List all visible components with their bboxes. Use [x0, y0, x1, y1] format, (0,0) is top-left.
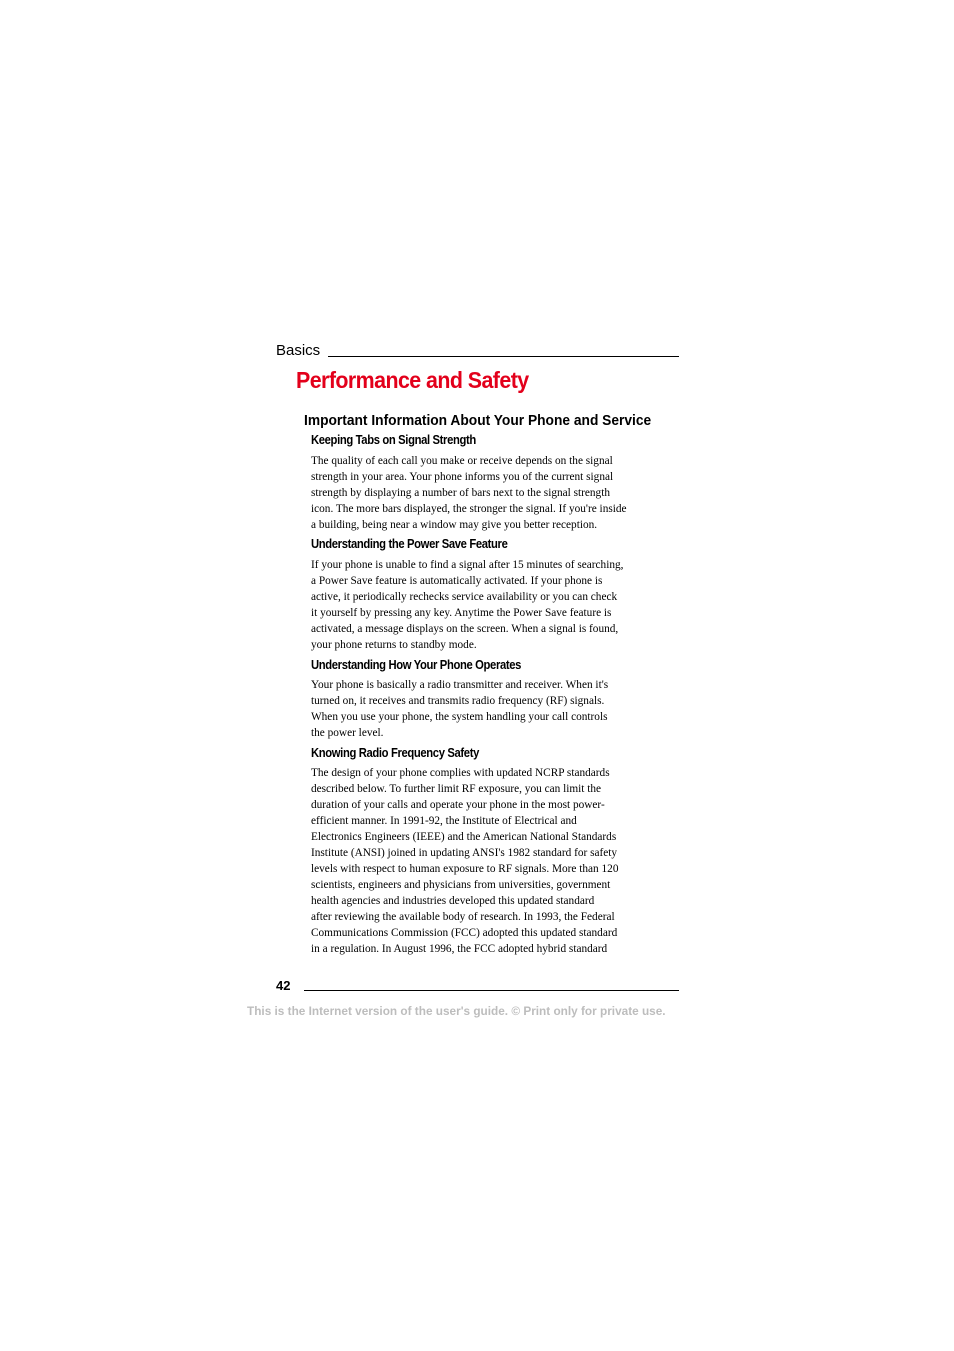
section-heading: Important Information About Your Phone and Service: [304, 413, 652, 429]
text-line: When you use your phone, the system handling your call controls: [311, 711, 608, 723]
text-line: health agencies and industries developed this updated standard: [311, 895, 595, 907]
text-line: If your phone is unable to find a signal after 15 minutes of searching,: [311, 559, 624, 571]
text-line: active, it periodically rechecks service availability or you can check: [311, 591, 618, 603]
text-line: turned on, it receives and transmits radio frequency (RF) signals.: [311, 695, 605, 707]
paragraph-signal-strength: [311, 453, 671, 533]
text-line: duration of your calls and operate your phone in the most power-: [311, 799, 605, 811]
text-line: it yourself by pressing any key. Anytime the Power Save feature is: [311, 607, 612, 619]
text-line: a building, being near a window may give you better reception.: [311, 519, 598, 531]
text-line: strength by displaying a number of bars next to the signal strength: [311, 487, 610, 499]
footer-rule: [304, 990, 679, 991]
header-section-label: Basics: [276, 342, 321, 359]
subsection-heading-phone-operates: Understanding How Your Phone Operates: [311, 658, 522, 672]
text-line: a Power Save feature is automatically activated. If your phone is: [311, 575, 603, 587]
subsection-heading-power-save: Understanding the Power Save Feature: [311, 537, 508, 551]
text-line: Electronics Engineers (IEEE) and the American National Standards: [311, 831, 617, 843]
subsection-heading-rf-safety: Knowing Radio Frequency Safety: [311, 746, 479, 760]
subsection-heading-signal-strength: Keeping Tabs on Signal Strength: [311, 433, 476, 447]
text-line: Your phone is basically a radio transmitter and receiver. When it's: [311, 679, 609, 691]
text-line: The design of your phone complies with updated NCRP standards: [311, 767, 610, 779]
paragraph-phone-operates: [311, 677, 671, 741]
text-line: activated, a message displays on the screen. When a signal is found,: [311, 623, 619, 635]
text-line: scientists, engineers and physicians from universities, government: [311, 879, 611, 891]
text-line: efficient manner. In 1991-92, the Institute of Electrical and: [311, 815, 577, 827]
header-rule: [328, 356, 679, 357]
text-line: after reviewing the available body of research. In 1993, the Federal: [311, 911, 615, 923]
text-line: the power level.: [311, 727, 384, 739]
text-line: The quality of each call you make or receive depends on the signal: [311, 455, 613, 467]
text-line: described below. To further limit RF exposure, you can limit the: [311, 783, 602, 795]
page-title: Performance and Safety: [296, 367, 529, 393]
watermark-notice: This is the Internet version of the user's guide. © Print only for private use.: [247, 1004, 666, 1018]
text-line: Institute (ANSI) joined in updating ANSI's 1982 standard for safety: [311, 847, 618, 859]
text-line: in a regulation. In August 1996, the FCC adopted hybrid standard: [311, 943, 608, 955]
paragraph-power-save: [311, 557, 671, 653]
text-line: icon. The more bars displayed, the stronger the signal. If you're inside: [311, 503, 627, 515]
page-number: 42: [276, 978, 291, 993]
paragraph-rf-safety: [311, 765, 671, 957]
text-line: your phone returns to standby mode.: [311, 639, 477, 651]
text-line: levels with respect to human exposure to RF signals. More than 120: [311, 863, 619, 875]
text-line: strength in your area. Your phone informs you of the current signal: [311, 471, 614, 483]
text-line: Communications Commission (FCC) adopted this updated standard: [311, 927, 618, 939]
